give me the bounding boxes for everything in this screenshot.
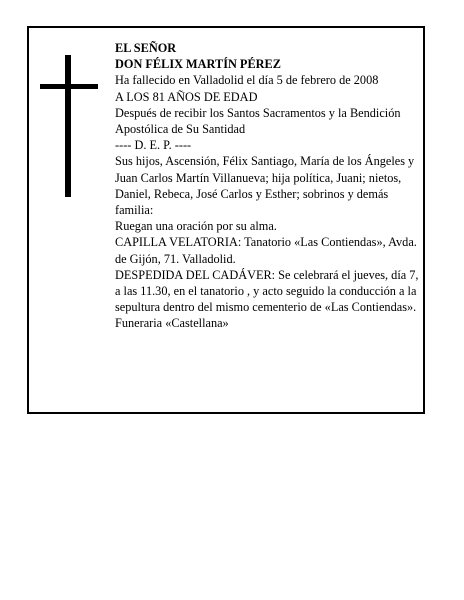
age-line: A LOS 81 AÑOS DE EDAD — [115, 89, 258, 104]
latin-cross-icon — [40, 55, 98, 197]
deceased-name: DON FÉLIX MARTÍN PÉREZ — [115, 57, 281, 72]
chapel-text: CAPILLA VELATORIA: Tanatorio «Las Contiendas», Avda. de Gijón, 71. Valladolid. — [115, 235, 417, 266]
obituary-notice — [27, 26, 425, 414]
dep-line: ---- D. E. P. ---- — [115, 138, 192, 153]
cross-horizontal-bar — [40, 84, 98, 89]
death-line: Ha fallecido en Valladolid el día 5 de febrero de 2008 — [115, 73, 379, 88]
prayer-line: Ruegan una oración por su alma. — [115, 219, 277, 234]
funeral-home: Funeraria «Castellana» — [115, 316, 229, 331]
farewell-paragraph — [115, 267, 421, 316]
sacraments-text: Después de recibir los Santos Sacramentos y la Bendición Apostólica de Su Santidad — [115, 105, 401, 137]
notice-title: EL SEÑOR — [115, 41, 177, 55]
farewell-text: Se celebrará el jueves, día 7, a las 11.30, en el tanatorio , y acto seguido la conducción a la sepultura dentro del mismo cementerio de «Las Contiendas». — [115, 267, 419, 315]
cross-vertical-bar — [65, 55, 71, 197]
notice-text — [115, 40, 421, 332]
farewell-label: DESPEDIDA DEL CADÁVER: — [115, 267, 276, 282]
family-text: Sus hijos, Ascensión, Félix Santiago, María de los Ángeles y Juan Carlos Martín Villanueva; hija política, Juani; nietos, Daniel, Rebeca, José Carlos y Esther; sobrinos y demás familia: — [115, 154, 415, 218]
